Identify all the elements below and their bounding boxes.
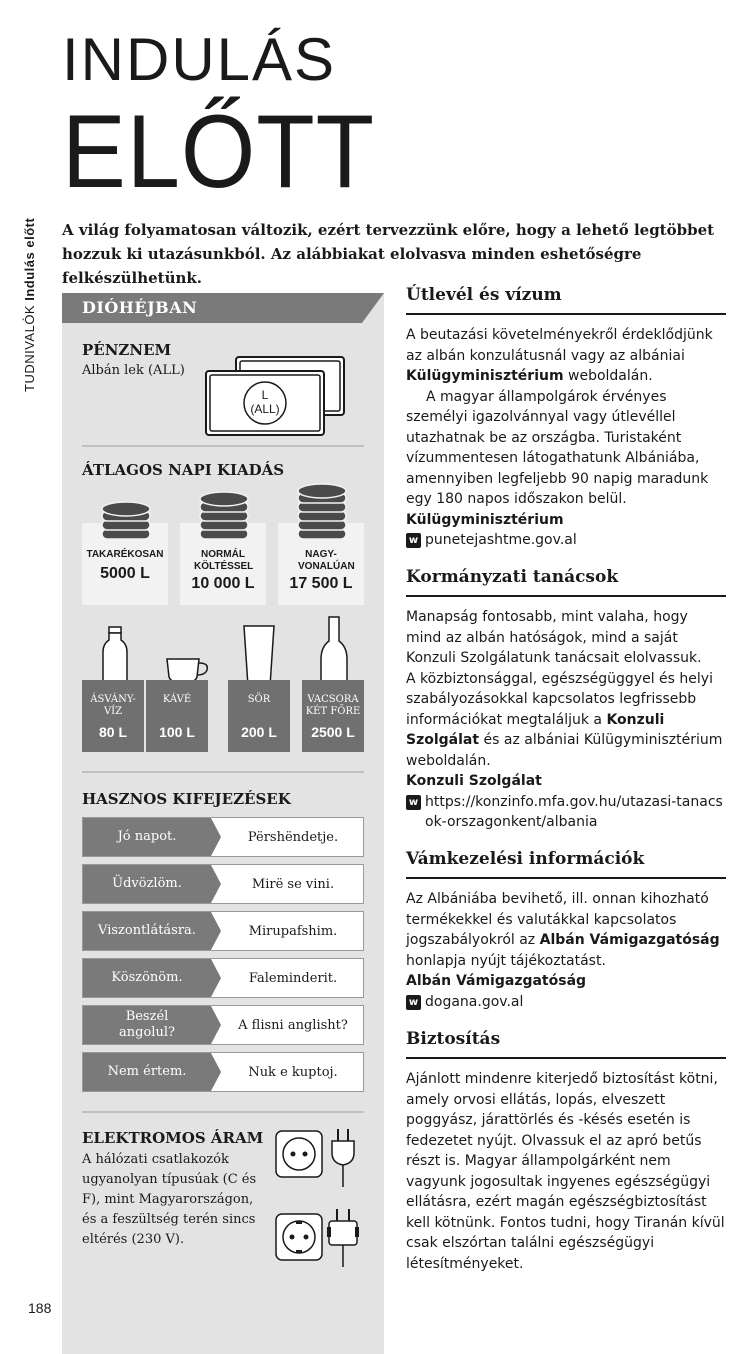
section-body <box>406 1069 726 1274</box>
web-link[interactable]: w dogana.gov.al <box>406 992 726 1013</box>
phrase-hungarian: Beszél angolul? <box>83 1006 211 1044</box>
phrase-row <box>82 1005 364 1045</box>
cost-label: SÖR <box>247 694 271 705</box>
phrase-arrow <box>211 959 221 997</box>
phrase-albanian: Nuk e kuptoj. <box>248 1064 338 1080</box>
phrase-albanian: Mirë se vini. <box>251 876 335 892</box>
daily-card-label: NAGY-VONALÚAN <box>298 549 355 572</box>
cost-label: VACSORA KÉT FŐRE <box>305 694 361 717</box>
web-link[interactable]: w https://konzinfo.mfa.gov.hu/utazasi-tanacsok-orszagonkent/albania <box>406 792 726 833</box>
phrase-row <box>82 958 364 998</box>
divider <box>82 1111 364 1113</box>
coin-stack-large-icon <box>296 481 348 547</box>
phrase-hungarian: Nem értem. <box>83 1053 211 1091</box>
phrases-heading: HASZNOS KIFEJEZÉSEK <box>82 790 291 808</box>
section-title: Kormányzati tanácsok <box>406 567 726 597</box>
banknote-icon <box>202 353 352 441</box>
phrase-row <box>82 817 364 857</box>
currency-heading: PÉNZNEM <box>82 341 172 359</box>
daily-card-label: TAKARÉKOSAN <box>86 549 164 560</box>
divider <box>82 771 364 773</box>
banknote-l-text: L <box>261 388 269 402</box>
cost-label: KÁVÉ <box>162 694 192 705</box>
phrase-row <box>82 911 364 951</box>
daily-heading: ÁTLAGOS NAPI KIADÁS <box>82 461 285 479</box>
cost-card-coffee <box>146 680 208 752</box>
side-label-category: TUDNIVALÓK <box>22 304 37 392</box>
cost-value: 2500 L <box>311 724 355 740</box>
intro-text: A világ folyamatosan változik, ezért tervezzünk előre, hogy a lehető legtöbbet hozzuk ki utazásunkból. Az alábbiakat elolvasva minden eshetőségre felkészülhetünk. <box>62 221 715 287</box>
cost-card-water <box>82 680 144 752</box>
cost-label: ÁSVÁNY-VÍZ <box>90 694 136 717</box>
beer-glass-icon <box>242 624 276 688</box>
panel-header: DIÓHÉJBAN <box>62 293 384 323</box>
paragraph: A beutazási követelményekről érdeklődjünk az albán konzulátusnál vagy az albániai Külügyminisztérium weboldalán. <box>406 327 713 384</box>
currency-value: Albán lek (ALL) <box>82 363 185 378</box>
phrase-albanian: Faleminderit. <box>248 970 338 986</box>
cost-value: 100 L <box>159 724 195 740</box>
socket-c-icon <box>274 1129 324 1179</box>
phrase-row <box>82 864 364 904</box>
phrase-albanian: A flisni anglisht? <box>238 1017 348 1033</box>
phrase-hungarian: Köszönöm. <box>83 959 211 997</box>
phrase-arrow <box>211 865 221 903</box>
section-title: Vámkezelési információk <box>406 849 726 879</box>
section-body <box>406 325 726 551</box>
web-icon: w <box>406 533 421 548</box>
side-label <box>22 218 37 392</box>
phrase-hungarian: Jó napot. <box>83 818 211 856</box>
daily-card-label: NORMÁL KÖLTÉSSEL <box>194 549 254 572</box>
page-number: 188 <box>28 1300 52 1316</box>
page-title-line1: INDULÁS <box>62 26 337 93</box>
section-title: Biztosítás <box>406 1029 726 1059</box>
paragraph: Ajánlott mindenre kiterjedő biztosítást kötni, amely orvosi ellátás, lopás, elveszett poggyász, járattörlés és -késés esetén is fedezetet nyújt. Olvassuk el az apró betűs részt is. Magyar állampolgárként nem vagyunk jogosultak ingyenes egészségügyi ellátásra, ezért magán egészségbiztosítást kell kötnünk. Fontos tudni, hogy Tiranán kívül csak elszórtan találni egészségügyi létesítményeket. <box>406 1071 725 1272</box>
coin-stack-medium-icon <box>198 489 250 547</box>
phrase-hungarian: Üdvözlöm. <box>83 865 211 903</box>
web-icon: w <box>406 795 421 810</box>
summary-panel <box>62 293 384 1354</box>
daily-card-value: 5000 L <box>100 565 150 582</box>
web-link[interactable]: w punetejashtme.gov.al <box>406 530 726 551</box>
coin-stack-small-icon <box>100 499 152 547</box>
paragraph: Az Albániába bevihető, ill. onnan kihozható termékekkel és valutákkal kapcsolatos jogszabályokról az Albán Vámigazgatóság honlapja nyújt tájékoztatást. <box>406 891 720 969</box>
phrase-arrow <box>211 912 221 950</box>
paragraph: A közbiztonsággal, egészségüggyel és helyi szabályozásokkal kapcsolatos legfrissebb információkat megtaláljuk a Konzuli Szolgálat és az albániai Külügyminisztérium weboldalán. <box>406 670 723 769</box>
section-body <box>406 889 726 1012</box>
plug-f-icon <box>326 1207 360 1269</box>
page-title-line2: ELŐTT <box>62 94 375 210</box>
cost-card-beer <box>228 680 290 752</box>
paragraph: A magyar állampolgárok érvényes személyi igazolvánnyal vagy útlevéllel utazhatnak be az országba. Turistaként vízummentesen látogathatunk Albániába, amennyiben legfeljebb 90 napig maradunk egy 180 napos időszakon belül. <box>406 388 709 507</box>
section-customs <box>406 849 726 1012</box>
org-name: Albán Vámigazgatóság <box>406 973 587 989</box>
paragraph: Manapság fontosabb, mint valaha, hogy mind az albán hatóságok, mind a saját Konzuli Szolgálatunk tanácsait elolvassuk. <box>406 609 702 666</box>
daily-card-value: 17 500 L <box>289 575 353 592</box>
phrase-row <box>82 1052 364 1092</box>
section-government <box>406 567 726 833</box>
phrase-arrow <box>211 1053 221 1091</box>
cost-value: 80 L <box>98 724 127 740</box>
cost-card-dinner <box>302 680 364 752</box>
web-icon: w <box>406 995 421 1010</box>
section-passport <box>406 285 726 551</box>
power-text: A hálózati csatlakozók ugyanolyan típusúak (C és F), mint Magyarországon, és a feszültség terén sincs eltérés (230 V). <box>82 1152 257 1247</box>
socket-f-icon <box>274 1212 324 1262</box>
section-body <box>406 607 726 833</box>
phrase-arrow <box>211 1006 221 1044</box>
phrase-albanian: Përshëndetje. <box>247 829 339 845</box>
section-insurance <box>406 1029 726 1274</box>
panel-header-notch <box>362 293 384 323</box>
section-title: Útlevél és vízum <box>406 285 726 315</box>
org-name: Külügyminisztérium <box>406 511 564 528</box>
phrase-arrow <box>211 818 221 856</box>
phrase-hungarian: Viszontlátásra. <box>83 912 211 950</box>
cost-value: 200 L <box>241 724 277 740</box>
divider <box>82 445 364 447</box>
wine-bottle-icon <box>319 615 349 689</box>
banknote-all-text: (ALL) <box>250 402 280 416</box>
plug-c-icon <box>328 1127 358 1189</box>
power-heading: ELEKTROMOS ÁRAM <box>82 1129 264 1147</box>
org-name: Konzuli Szolgálat <box>406 773 542 789</box>
side-label-section: Indulás előtt <box>22 217 37 301</box>
daily-card-value: 10 000 L <box>191 575 255 592</box>
phrase-albanian: Mirupafshim. <box>248 923 338 939</box>
